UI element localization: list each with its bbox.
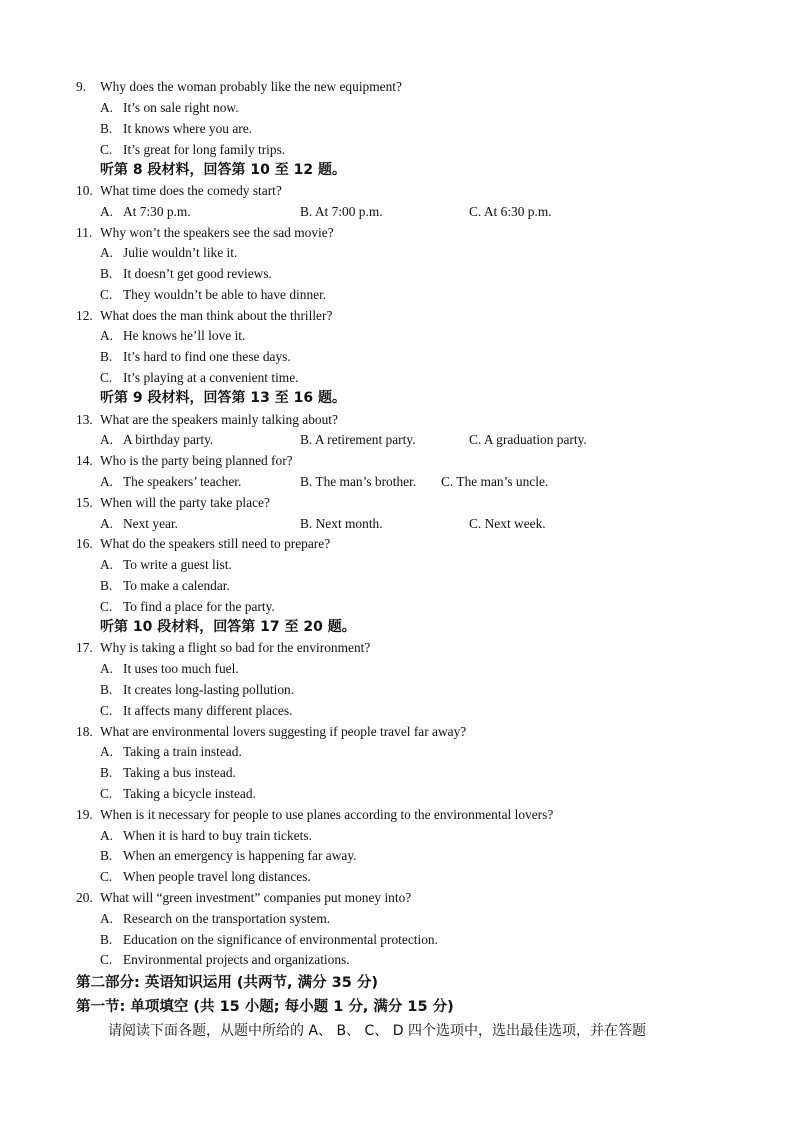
option: B. Next month. xyxy=(300,516,383,531)
option: C. Next week. xyxy=(469,516,546,531)
option: A. The speakers’ teacher. xyxy=(100,474,242,489)
option: C. It’s great for long family trips. xyxy=(100,142,286,157)
question-11: 11. Why won’t the speakers see the sad movie? xyxy=(76,225,334,240)
question-9: 9. Why does the woman probably like the new equipment? xyxy=(76,79,402,94)
question-15: 15. When will the party take place? xyxy=(76,495,270,510)
section-one-title: 第一节: 单项填空 (共 15 小题; 每小题 1 分, 满分 15 分) xyxy=(76,999,454,1015)
option: B. Education on the significance of environmental protection. xyxy=(100,932,438,947)
option: A. It’s on sale right now. xyxy=(100,100,239,115)
question-17: 17. Why is taking a flight so bad for the environment? xyxy=(76,640,371,655)
question-16: 16. What do the speakers still need to prepare? xyxy=(76,536,331,551)
option: A. He knows he’ll love it. xyxy=(100,328,246,343)
option: B. It knows where you are. xyxy=(100,121,253,136)
option: B. At 7:00 p.m. xyxy=(300,204,383,219)
option: B. When an emergency is happening far away. xyxy=(100,848,357,863)
section-header-10: 听第 10 段材料，回答第 17 至 20 题。 xyxy=(100,619,356,635)
question-19: 19. When is it necessary for people to use planes according to the environmental lovers? xyxy=(76,807,554,822)
option: A. To write a guest list. xyxy=(100,557,232,572)
option: A. Julie wouldn’t like it. xyxy=(100,245,238,260)
question-14: 14. Who is the party being planned for? xyxy=(76,453,293,468)
option: C. To find a place for the party. xyxy=(100,599,275,614)
option: C. Environmental projects and organizations. xyxy=(100,952,350,967)
option: A. Taking a train instead. xyxy=(100,744,242,759)
option: A. Next year. xyxy=(100,516,179,531)
question-18: 18. What are environmental lovers suggesting if people travel far away? xyxy=(76,724,467,739)
option: A. It uses too much fuel. xyxy=(100,661,239,676)
option: C. A graduation party. xyxy=(469,432,587,447)
question-13: 13. What are the speakers mainly talking about? xyxy=(76,412,338,427)
option: A. A birthday party. xyxy=(100,432,214,447)
instruction-text: 请阅读下面各题，从题中所给的 A、 B、 C、 D 四个选项中，选出最佳选项，并在答题 xyxy=(108,1023,646,1039)
question-20: 20. What will “green investment” companies put money into? xyxy=(76,890,412,905)
option: B. The man’s brother. xyxy=(300,474,417,489)
option: C. It’s playing at a convenient time. xyxy=(100,370,299,385)
option: B. A retirement party. xyxy=(300,432,416,447)
option: C. They wouldn’t be able to have dinner. xyxy=(100,287,327,302)
section-header-9: 听第 9 段材料，回答第 13 至 16 题。 xyxy=(100,390,346,406)
option: A. At 7:30 p.m. xyxy=(100,204,191,219)
option: C. When people travel long distances. xyxy=(100,869,311,884)
option: A. When it is hard to buy train tickets. xyxy=(100,828,312,843)
section-header-8: 听第 8 段材料，回答第 10 至 12 题。 xyxy=(100,162,346,178)
option: B. It creates long-lasting pollution. xyxy=(100,682,295,697)
option: A. Research on the transportation system. xyxy=(100,911,331,926)
option: C. The man’s uncle. xyxy=(441,474,549,489)
option: B. It doesn’t get good reviews. xyxy=(100,266,272,281)
question-12: 12. What does the man think about the thriller? xyxy=(76,308,333,323)
part-two-title: 第二部分: 英语知识运用 (共两节, 满分 35 分) xyxy=(76,975,378,991)
option: C. At 6:30 p.m. xyxy=(469,204,552,219)
option: B. To make a calendar. xyxy=(100,578,230,593)
option: C. Taking a bicycle instead. xyxy=(100,786,256,801)
option: C. It affects many different places. xyxy=(100,703,293,718)
option: B. It’s hard to find one these days. xyxy=(100,349,291,364)
option: B. Taking a bus instead. xyxy=(100,765,236,780)
question-10: 10. What time does the comedy start? xyxy=(76,183,282,198)
